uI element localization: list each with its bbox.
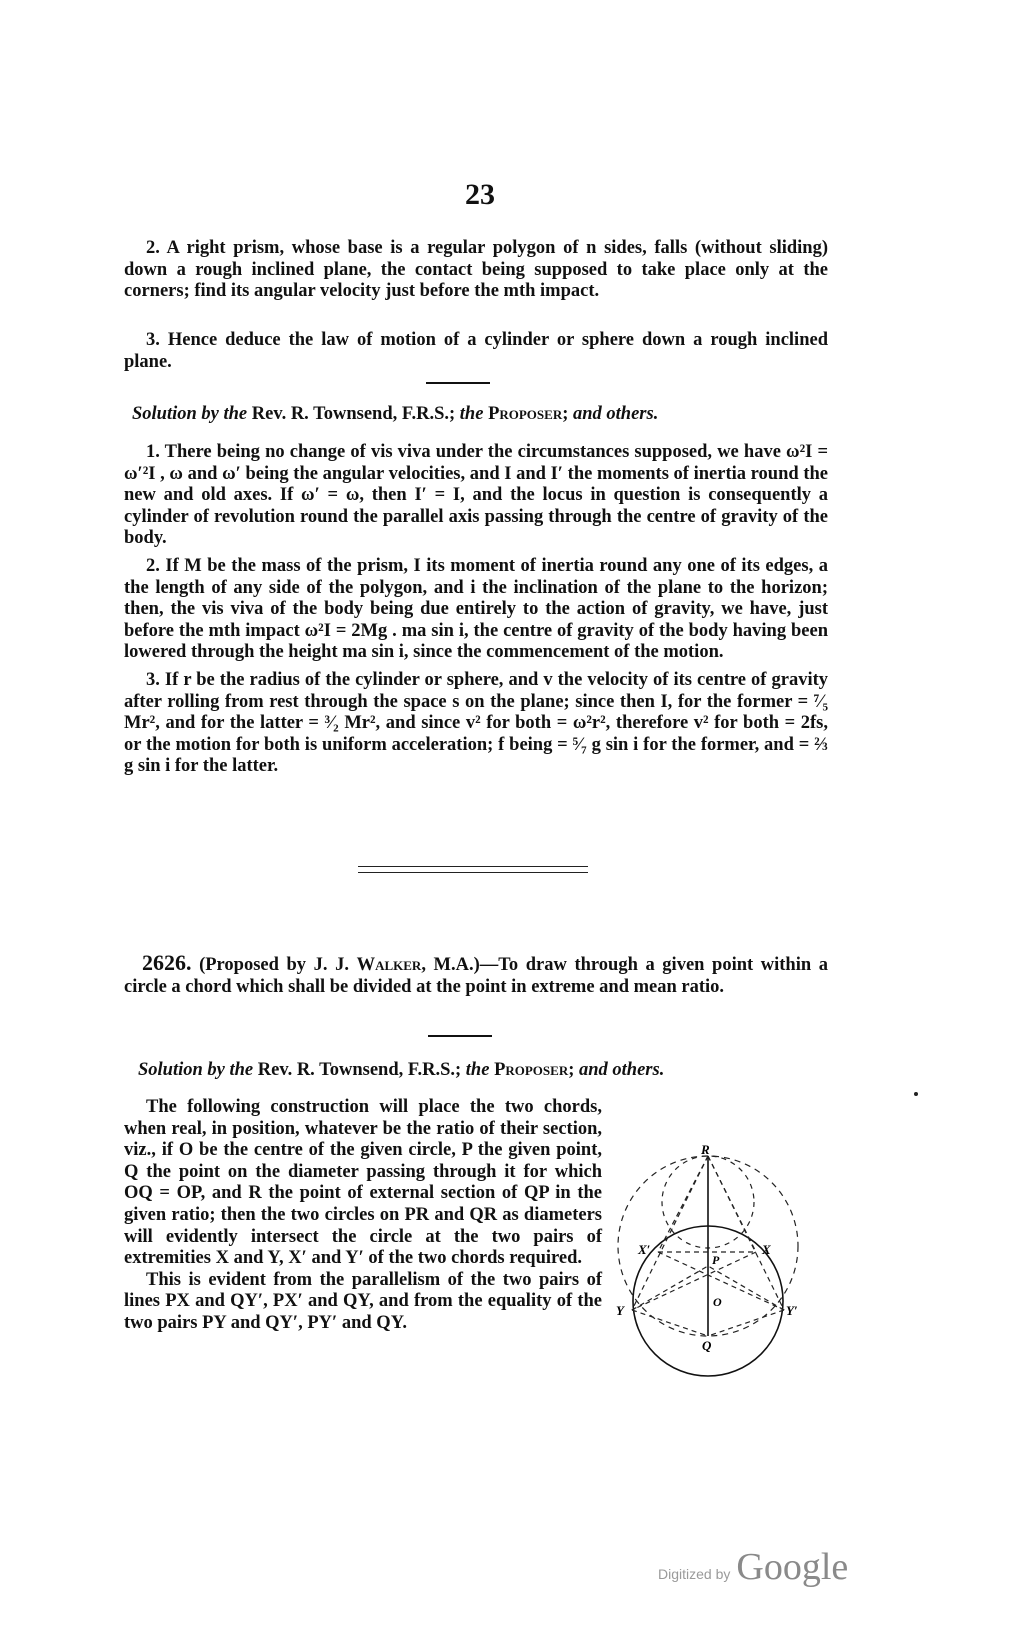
solution-heading-2 bbox=[138, 1060, 664, 1081]
heading-lead: Solution by the bbox=[138, 1060, 254, 1080]
section-divider bbox=[358, 866, 588, 873]
label-Q: Q bbox=[702, 1338, 712, 1353]
chord-X-Y bbox=[632, 1252, 756, 1310]
solution2-para-1: The following construction will place the two chords, when real, in position, whatever be the ratio of their section, viz., if O be the centre of the given circle, P the given point, Q the point on the diameter passing through it for which OQ = OP, and R the point of external section of QP in the given ratio; then the two circles on PR and QR as diameters will evidently intersect the circle at the two pairs of extremities X and Y, X′ and Y′ of the two chords required. bbox=[124, 1097, 602, 1269]
heading-proposer: Proposer; bbox=[494, 1060, 575, 1080]
label-O: O bbox=[713, 1295, 722, 1309]
label-R: R bbox=[701, 1142, 710, 1157]
problem-text: To draw through a given point within a circle a chord which shall be divided at the point in extreme and mean ratio. bbox=[124, 955, 828, 997]
heading-tail: and others. bbox=[579, 1060, 665, 1080]
problem-prev-q3 bbox=[124, 330, 828, 373]
heading-lead: Solution by the bbox=[132, 404, 248, 424]
label-Y-prime: Y′ bbox=[786, 1303, 798, 1318]
heading-mid: the bbox=[465, 1060, 490, 1080]
page-number: 23 bbox=[465, 178, 495, 211]
proposer-prefix: (Proposed by J. J. bbox=[199, 955, 349, 975]
proposer-suffix: , M.A.)— bbox=[421, 955, 499, 975]
line-RX-prime bbox=[658, 1156, 708, 1252]
heading-proposer: Proposer; bbox=[488, 404, 569, 424]
problem-prev-q2 bbox=[124, 238, 828, 303]
line-Y-prime-Q bbox=[708, 1310, 784, 1336]
watermark-brand: Google bbox=[736, 1546, 849, 1588]
construction-diagram bbox=[616, 1138, 832, 1378]
heading-mid: the bbox=[459, 404, 484, 424]
heading-tail: and others. bbox=[573, 404, 659, 424]
solution2-para-2: This is evident from the parallelism of the two pairs of lines PX and QY′, PX′ and QY, and from the equality of the two pairs PY and QY′, PY′ and QY. bbox=[124, 1269, 602, 1333]
line-YQ bbox=[632, 1310, 708, 1336]
q2-text: 2. A right prism, whose base is a regular polygon of n sides, falls (without sliding) down a rough inclined plane, the contact being supposed to take place only at the corners; find its angular velocity just before the mth impact. bbox=[124, 238, 828, 302]
proposer-name: Walker bbox=[356, 955, 422, 975]
heading-author: Rev. R. Townsend, F.R.S.; bbox=[257, 1060, 462, 1080]
print-speck bbox=[914, 1092, 918, 1096]
short-rule-2 bbox=[428, 1035, 492, 1037]
solution2-body bbox=[124, 1097, 602, 1335]
line-RY bbox=[632, 1156, 708, 1310]
label-X: X bbox=[762, 1242, 771, 1257]
problem-number: 2626. bbox=[142, 950, 192, 975]
construction-figure bbox=[616, 1138, 832, 1378]
line-RY-prime bbox=[708, 1156, 784, 1310]
q3-text: 3. Hence deduce the law of motion of a cylinder or sphere down a rough inclined plane. bbox=[124, 330, 828, 372]
solution1-body bbox=[124, 442, 828, 778]
solution-heading-1 bbox=[132, 404, 658, 425]
heading-author: Rev. R. Townsend, F.R.S.; bbox=[251, 404, 456, 424]
solution1-para-3: 3. If r be the radius of the cylinder or sphere, and v the velocity of its centre of gravity after rolling from rest through the space s on the plane; since then I, for the former = ⁷⁄₅ Mr², and for the latter = ³⁄₂ Mr², and since v² for both = ω²r², therefore v² for both = 2fs, or the motion for both is uniform acceleration; f being = ⁵⁄₇ g sin i for the former, and = ⅔ g sin i for the latter. bbox=[124, 669, 828, 777]
label-P: P bbox=[712, 1253, 720, 1267]
solution1-para-2: 2. If M be the mass of the prism, I its moment of inertia round any one of its edges, a the length of any side of the polygon, and i the inclination of the plane to the horizon; then, the vis viva of the body being due entirely to the action of gravity, we have, just before the mth impact ω²I = 2Mg . ma sin i, the centre of gravity of the body having been lowered through the height ma sin i, since the commencement of the motion. bbox=[124, 555, 828, 663]
label-X-prime: X′ bbox=[638, 1242, 651, 1257]
label-Y: Y bbox=[616, 1303, 624, 1318]
short-rule bbox=[426, 382, 490, 384]
solution1-para-1: 1. There being no change of vis viva under the circumstances supposed, we have ω²I = ω′²I , ω and ω′ being the angular velocities, and I and I′ the moments of inertia round the new and old axes. If ω′ = ω, then I′ = I, and the locus in question is consequently a cylinder of revolution round the parallel axis passing through the centre of gravity of the body. bbox=[124, 442, 828, 549]
problem-2626 bbox=[124, 952, 828, 998]
digitized-watermark bbox=[658, 1545, 848, 1589]
watermark-prefix: Digitized by bbox=[658, 1566, 731, 1582]
